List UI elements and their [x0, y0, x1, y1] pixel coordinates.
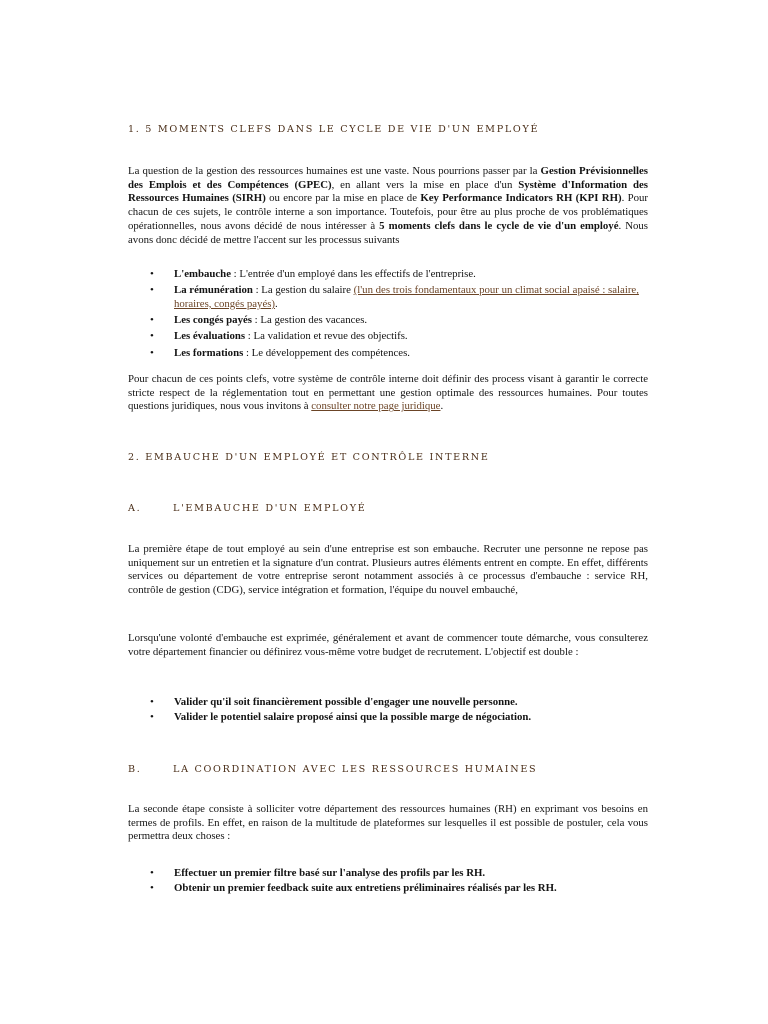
sirh-term: Système d'Information des Ressources Humaines (SIRH) [128, 178, 648, 205]
list-item [128, 330, 648, 344]
subsection-b-title: LA COORDINATION AVEC LES RESSOURCES HUMAINES [173, 764, 538, 775]
item-term: Les évaluations [174, 330, 246, 343]
item-term: L'embauche [174, 268, 231, 280]
intro-paragraph [128, 165, 648, 247]
item-text: Valider le potentiel salaire proposé ainsi que la possible marge de négociation. [174, 711, 532, 724]
subsection-a-title: L'EMBAUCHE D'UN EMPLOYÉ [173, 503, 367, 514]
item-term: La rémunération [174, 284, 253, 297]
list-item [128, 347, 648, 361]
subsection-a-number: A. [128, 503, 142, 514]
item-desc: : Le développement des compétences. [243, 346, 410, 359]
list-item [128, 882, 648, 896]
hiring-paragraph-2: Lorsqu'une volonté d'embauche est exprimée, généralement et avant de commencer toute démarche, vous consulterez votre département financier ou définirez vous-même votre budget de recrutement. L'objectif est double : [128, 632, 648, 658]
item-text: Effectuer un premier filtre basé sur l'analyse des profils par les RH. [174, 867, 486, 879]
hiring-objectives-list [128, 696, 648, 726]
item-text: Obtenir un premier feedback suite aux entretiens préliminaires réalisés par les RH. [174, 882, 557, 895]
item-desc: : L'entrée d'un employé dans les effectifs de l'entreprise. [230, 268, 476, 280]
item-text: Valider qu'il soit financièrement possible d'engager une nouvelle personne. [174, 696, 518, 708]
key-moments-list [128, 268, 648, 363]
list-item [128, 867, 648, 881]
list-item [128, 268, 648, 282]
intro-text-3: ou encore par la mise en place de [265, 192, 421, 205]
hr-benefits-list [128, 867, 648, 897]
intro-text-5: . Nous avons donc décidé de mettre l'accent sur les processus suivants [128, 219, 648, 246]
item-desc: : La validation et revue des objectifs. [245, 330, 408, 343]
subsection-b-heading [128, 764, 537, 775]
outro-text: Pour chacun de ces points clefs, votre système de contrôle interne doit définir des process visant à garantir le correcte stricte respect de la réglementation tout en permettant une gestion optimale des ressources humaines. Pour toutes questions juridiques, nous vous invitons à [128, 373, 648, 413]
coordination-paragraph: La seconde étape consiste à solliciter votre département des ressources humaines (RH) en exprimant vos besoins en termes de profils. En effet, en raison de la multitude de plateformes sur lesquelles il est possible de postuler, cela vous permettra deux choses : [128, 803, 648, 843]
list-item [128, 284, 648, 311]
subsection-b-number: B. [128, 764, 142, 775]
item-desc-end: . [275, 297, 278, 310]
intro-text-1: La question de la gestion des ressources humaines est une vaste. Nous pourrions passer par la [128, 165, 541, 177]
section-1-heading: 1. 5 MOMENTS CLEFS DANS LE CYCLE DE VIE D'UN EMPLOYÉ [128, 124, 540, 135]
list-item [128, 696, 648, 710]
intro-text-2: , en allant vers la mise en place d'un [331, 178, 519, 191]
fundamentals-link[interactable]: (l'un des trois fondamentaux pour un climat social apaisé : salaire, horaires, congés payés) [174, 284, 639, 310]
intro-text-4: . Pour chacun de ces sujets, le contrôle interne a son importance. Toutefois, pour être au plus proche de vos problématiques opérationnelles, nous avons décidé de nous intéresser à [128, 192, 649, 232]
item-desc: : La gestion du salaire [252, 284, 354, 297]
item-term: Les congés payés [174, 314, 252, 327]
gpec-term: Gestion Prévisionnelles des Emplois et des Compétences (GPEC) [128, 165, 649, 191]
list-item [128, 314, 648, 328]
item-desc: : La gestion des vacances. [251, 314, 368, 327]
outro-text-end: . [440, 400, 444, 413]
list-item [128, 711, 648, 725]
outro-paragraph [128, 373, 648, 414]
moments-term: 5 moments clefs dans le cycle de vie d'un employé [379, 219, 619, 232]
section-2-heading: 2. EMBAUCHE D'UN EMPLOYÉ ET CONTRÔLE INTERNE [128, 452, 490, 463]
legal-page-link[interactable]: consulter notre page juridique [311, 400, 441, 413]
hiring-paragraph-1: La première étape de tout employé au sein d'une entreprise est son embauche. Recruter une personne ne repose pas uniquement sur un entretien et la signature d'un contrat. Plusieurs autres éléments entrent en compte. En effet, différents services ou département de votre entreprise seront notamment associés à ce processus d'embauche : service RH, contrôle de gestion (CDG), service intégration et formation, l'équipe du nouvel embauché, [128, 543, 648, 597]
item-term: Les formations [174, 346, 244, 359]
subsection-a-heading [128, 503, 366, 514]
kpi-term: Key Performance Indicators RH (KPI RH) [420, 192, 622, 205]
